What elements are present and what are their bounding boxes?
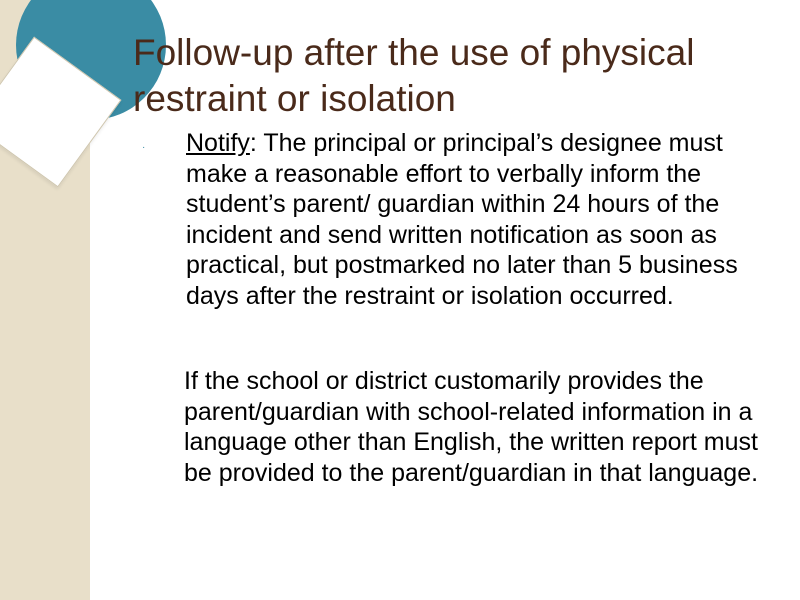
notify-paragraph [186, 128, 776, 311]
bullet-marker: · [142, 142, 146, 153]
language-paragraph: If the school or district customarily provides the parent/guardian with school-related information in a language other than English, the written report must be provided to the parent/guardian in that language. [184, 367, 759, 487]
notify-text: : The principal or principal’s designee must make a reasonable effort to verbally inform the student’s parent/ guardian within 24 hours of the incident and send written notification as soon as practical, but postmarked no later than 5 business days after the restraint or isolation occurred. [186, 129, 738, 310]
notify-label: Notify [186, 129, 250, 157]
slide-title: Follow-up after the use of physical restraint or isolation [133, 32, 695, 119]
